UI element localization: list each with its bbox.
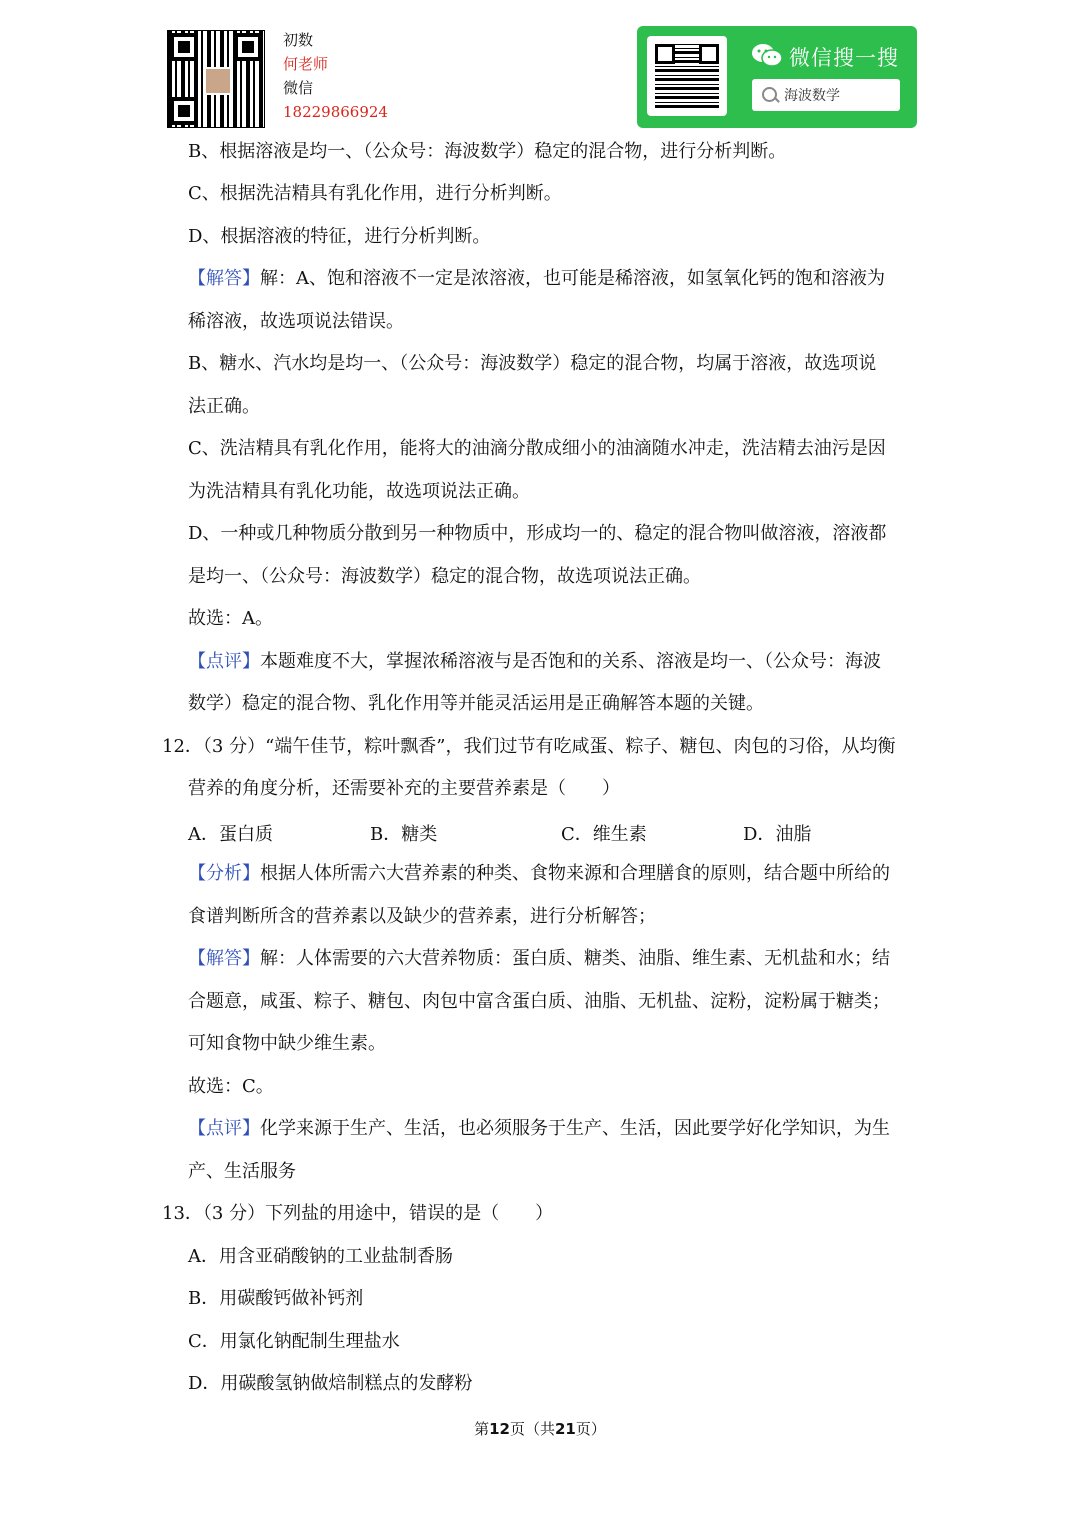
- wechat-icon: [751, 42, 783, 68]
- wechat-search-card: [637, 26, 917, 128]
- contact-info: [283, 28, 388, 124]
- text-line: C、洗洁精具有乳化作用，能将大的油滴分散成细小的油滴随水冲走，洗洁精去油污是因: [188, 438, 886, 459]
- analysis-tag: 【分析】: [188, 863, 260, 884]
- option-d: D．油脂: [743, 824, 812, 845]
- text-line: 为洗洁精具有乳化功能，故选项说法正确。: [188, 481, 530, 502]
- text-line: B、根据溶液是均一、（公众号：海波数学）稳定的混合物，进行分析判断。: [188, 141, 787, 162]
- avatar: [204, 67, 232, 95]
- text-line: 数学）稳定的混合物、乳化作用等并能灵活运用是正确解答本题的关键。: [188, 693, 764, 714]
- text-line: 可知食物中缺少维生素。: [188, 1033, 386, 1054]
- text-line: C、根据洗洁精具有乳化作用，进行分析判断。: [188, 183, 562, 204]
- contact-line-3: 微信: [283, 79, 314, 97]
- page-number: 12: [489, 1420, 510, 1438]
- text-line: 【点评】本题难度不大，掌握浓稀溶液与是否饱和的关系、溶液是均一、（公众号：海波: [188, 651, 881, 672]
- text-line: D、根据溶液的特征，进行分析判断。: [188, 226, 491, 247]
- qr-code-image: [167, 30, 265, 128]
- option-c: C．用氯化钠配制生理盐水: [188, 1331, 400, 1352]
- contact-line-4: 18229866924: [283, 103, 388, 121]
- question-12-stem: 12．（3 分）“端午佳节，粽叶飘香”，我们过节有吃咸蛋、粽子、糖包、肉包的习俗，从均衡: [162, 736, 896, 757]
- text-line: 产、生活服务: [188, 1161, 296, 1182]
- wechat-search-box[interactable]: [752, 79, 900, 111]
- contact-line-2: 何老师: [283, 55, 329, 73]
- text-line: B、糖水、汽水均是均一、（公众号：海波数学）稳定的混合物，均属于溶液，故选项说: [188, 353, 877, 374]
- option-b: B．糖类: [370, 824, 438, 845]
- page-footer: 第12页（共21页）: [474, 1420, 606, 1438]
- option-b: B．用碳酸钙做补钙剂: [188, 1288, 364, 1309]
- text-line: 合题意，咸蛋、粽子、糖包、肉包中富含蛋白质、油脂、无机盐、淀粉，淀粉属于糖类；: [188, 991, 890, 1012]
- text-line: 【解答】解：A、饱和溶液不一定是浓溶液，也可能是稀溶液，如氢氧化钙的饱和溶液为: [188, 268, 885, 289]
- option-a: A．蛋白质: [188, 824, 273, 845]
- wechat-search-text: 海波数学: [784, 88, 840, 104]
- wechat-qr-code: [647, 36, 727, 116]
- text-line: 营养的角度分析，还需要补充的主要营养素是（ ）: [188, 778, 620, 799]
- option-a: A．用含亚硝酸钠的工业盐制香肠: [188, 1246, 453, 1267]
- wechat-search-title: 微信搜一搜: [789, 46, 899, 70]
- answer-tag: 【解答】: [188, 948, 260, 969]
- text-line: 故选：A。: [188, 608, 273, 629]
- text-line: 【分析】根据人体所需六大营养素的种类、食物来源和合理膳食的原则，结合题中所给的: [188, 863, 890, 884]
- text-line: D、一种或几种物质分散到另一种物质中，形成均一的、稳定的混合物叫做溶液，溶液都: [188, 523, 887, 544]
- contact-line-1: 初数: [283, 31, 314, 49]
- comment-tag: 【点评】: [188, 651, 260, 672]
- text-line: 食谱判断所含的营养素以及缺少的营养素，进行分析解答；: [188, 906, 656, 927]
- text-line: 【点评】化学来源于生产、生活，也必须服务于生产、生活，因此要学好化学知识，为生: [188, 1118, 890, 1139]
- option-c: C．维生素: [561, 824, 647, 845]
- search-icon: [762, 87, 777, 102]
- text-line: 【解答】解：人体需要的六大营养物质：蛋白质、糖类、油脂、维生素、无机盐和水；结: [188, 948, 890, 969]
- text-line: 是均一、（公众号：海波数学）稳定的混合物，故选项说法正确。: [188, 566, 701, 587]
- text-line: 法正确。: [188, 396, 260, 417]
- comment-tag: 【点评】: [188, 1118, 260, 1139]
- page-total: 21: [555, 1420, 576, 1438]
- text-line: 故选：C。: [188, 1076, 274, 1097]
- text-line: 稀溶液，故选项说法错误。: [188, 311, 404, 332]
- answer-tag: 【解答】: [188, 268, 260, 289]
- question-13-stem: 13．（3 分）下列盐的用途中，错误的是（ ）: [162, 1203, 554, 1224]
- option-d: D．用碳酸氢钠做焙制糕点的发酵粉: [188, 1373, 473, 1394]
